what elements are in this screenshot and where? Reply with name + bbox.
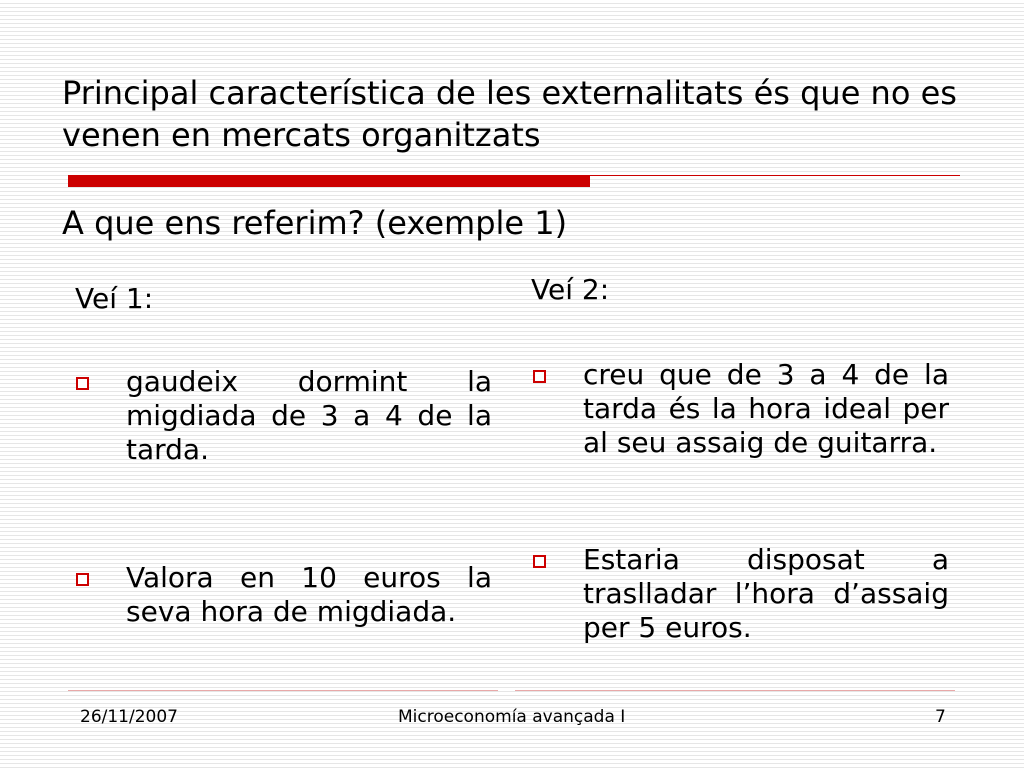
slide-subtitle: A que ens referim? (exemple 1) [62, 204, 568, 242]
footer-rule-right [515, 690, 955, 691]
footer-page-number: 7 [935, 707, 946, 727]
title-rule-thick [68, 175, 590, 187]
left-bullet-1 [126, 365, 492, 467]
right-bullet-2 [583, 543, 949, 645]
square-bullet-icon [76, 573, 89, 586]
square-bullet-icon [533, 555, 546, 568]
slide-title: Principal característica de les externalitats és que no es venen en mercats organitzats [62, 74, 957, 154]
right-bullet-1-text: creu que de 3 a 4 de la tarda és la hora ideal per al seu assaig de guitarra. [583, 358, 949, 459]
right-bullet-2-text: Estaria disposat a traslladar l’hora d’assaig per 5 euros. [583, 543, 949, 644]
footer-rule-left [68, 690, 498, 691]
left-bullet-1-text: gaudeix dormint la migdiada de 3 a 4 de la tarda. [126, 365, 492, 466]
right-bullet-1 [583, 358, 949, 460]
square-bullet-icon [533, 370, 546, 383]
square-bullet-icon [76, 377, 89, 390]
footer-date: 26/11/2007 [80, 707, 178, 727]
left-bullet-2 [126, 561, 492, 629]
left-column-heading: Veí 1: [75, 282, 154, 315]
right-column-heading: Veí 2: [531, 273, 610, 306]
left-bullet-2-text: Valora en 10 euros la seva hora de migdiada. [126, 561, 492, 628]
footer-course: Microeconomía avançada I [398, 707, 626, 727]
title-rule-thin [590, 175, 960, 176]
